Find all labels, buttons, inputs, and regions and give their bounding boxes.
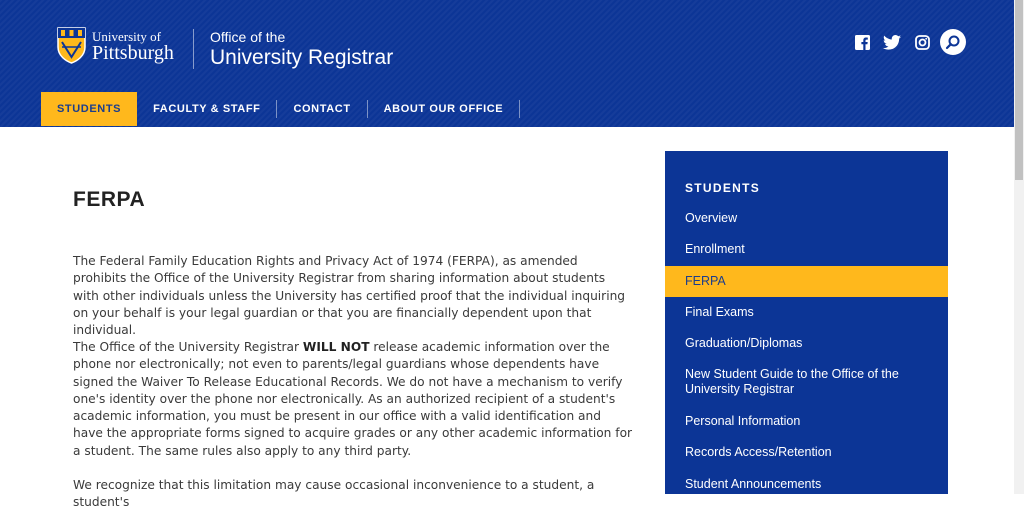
sidebar-item-final-exams[interactable]: Final Exams [685, 304, 754, 319]
office-title-line1: Office of the [210, 29, 286, 45]
sidebar-item-overview[interactable]: Overview [685, 210, 738, 225]
university-name-line2: Pittsburgh [92, 41, 174, 64]
ferpa-policy-paragraph [73, 339, 633, 460]
sidebar-item-records-access[interactable]: Records Access/Retention [685, 444, 832, 459]
search-icon [945, 34, 961, 50]
search-button[interactable] [940, 29, 966, 55]
scrollbar-thumb[interactable] [1015, 0, 1023, 180]
sidebar-item-graduation-diplomas[interactable]: Graduation/Diplomas [685, 335, 803, 350]
logo-divider [193, 29, 194, 69]
nav-about-our-office[interactable]: ABOUT OUR OFFICE [383, 103, 504, 115]
nav-faculty-staff[interactable]: FACULTY & STAFF [153, 103, 261, 115]
office-title[interactable] [210, 29, 393, 70]
instagram-icon [915, 35, 930, 50]
policy-text-start: The Office of the University Registrar [73, 340, 303, 354]
sidebar-item-student-announcements[interactable]: Student Announcements [685, 476, 822, 491]
page-title: FERPA [73, 188, 146, 211]
policy-text-end: release academic information over the phone nor electronically; not even to parents/legal guardians whose dependents have signed the Waiver To Release Educational Records. We do not have a mechanism to verify one's identity over the phone nor electronically. As an authorized recipient of a student's academic information, you must be present in our office with a valid identification and have the appropriate forms signed to acquire grades or any other academic information for a student. The same rules also apply to any third party. [73, 340, 633, 458]
university-name-line1: University of [92, 28, 161, 44]
page-scrollbar[interactable] [1014, 0, 1024, 494]
twitter-icon [883, 35, 901, 50]
office-title-line2: University Registrar [210, 46, 394, 69]
sidebar-item-ferpa[interactable]: FERPA [665, 266, 948, 297]
nav-students[interactable]: STUDENTS [41, 92, 137, 126]
sidebar-item-enrollment[interactable]: Enrollment [685, 241, 745, 256]
site-header [0, 0, 1014, 127]
facebook-icon [855, 35, 870, 50]
twitter-link[interactable] [882, 29, 902, 55]
ferpa-limitation-paragraph: We recognize that this limitation may cause occasional inconvenience to a student, a student's [73, 478, 595, 510]
sidebar-item-personal-information[interactable]: Personal Information [685, 413, 801, 428]
facebook-link[interactable] [853, 29, 871, 55]
ferpa-intro-paragraph: The Federal Family Education Rights and Privacy Act of 1974 (FERPA), as amended prohibits the Office of the University Registrar from sharing information about students with other individuals unless the University has certified proof that the individual inquiring on your behalf is your legal guardian or that you are financially dependent upon that individual. [73, 254, 626, 338]
sidebar-title: STUDENTS [685, 181, 761, 195]
sidebar-item-new-student-guide[interactable]: New Student Guide to the Office of the University Registrar [685, 367, 899, 396]
pitt-shield-icon [57, 27, 86, 64]
main-nav [41, 92, 520, 126]
instagram-link[interactable] [913, 29, 931, 55]
nav-separator [519, 100, 520, 118]
university-logo[interactable] [57, 25, 174, 65]
students-sidebar [665, 151, 948, 494]
nav-contact[interactable]: CONTACT [293, 103, 351, 115]
policy-emphasis: WILL NOT [302, 340, 370, 354]
